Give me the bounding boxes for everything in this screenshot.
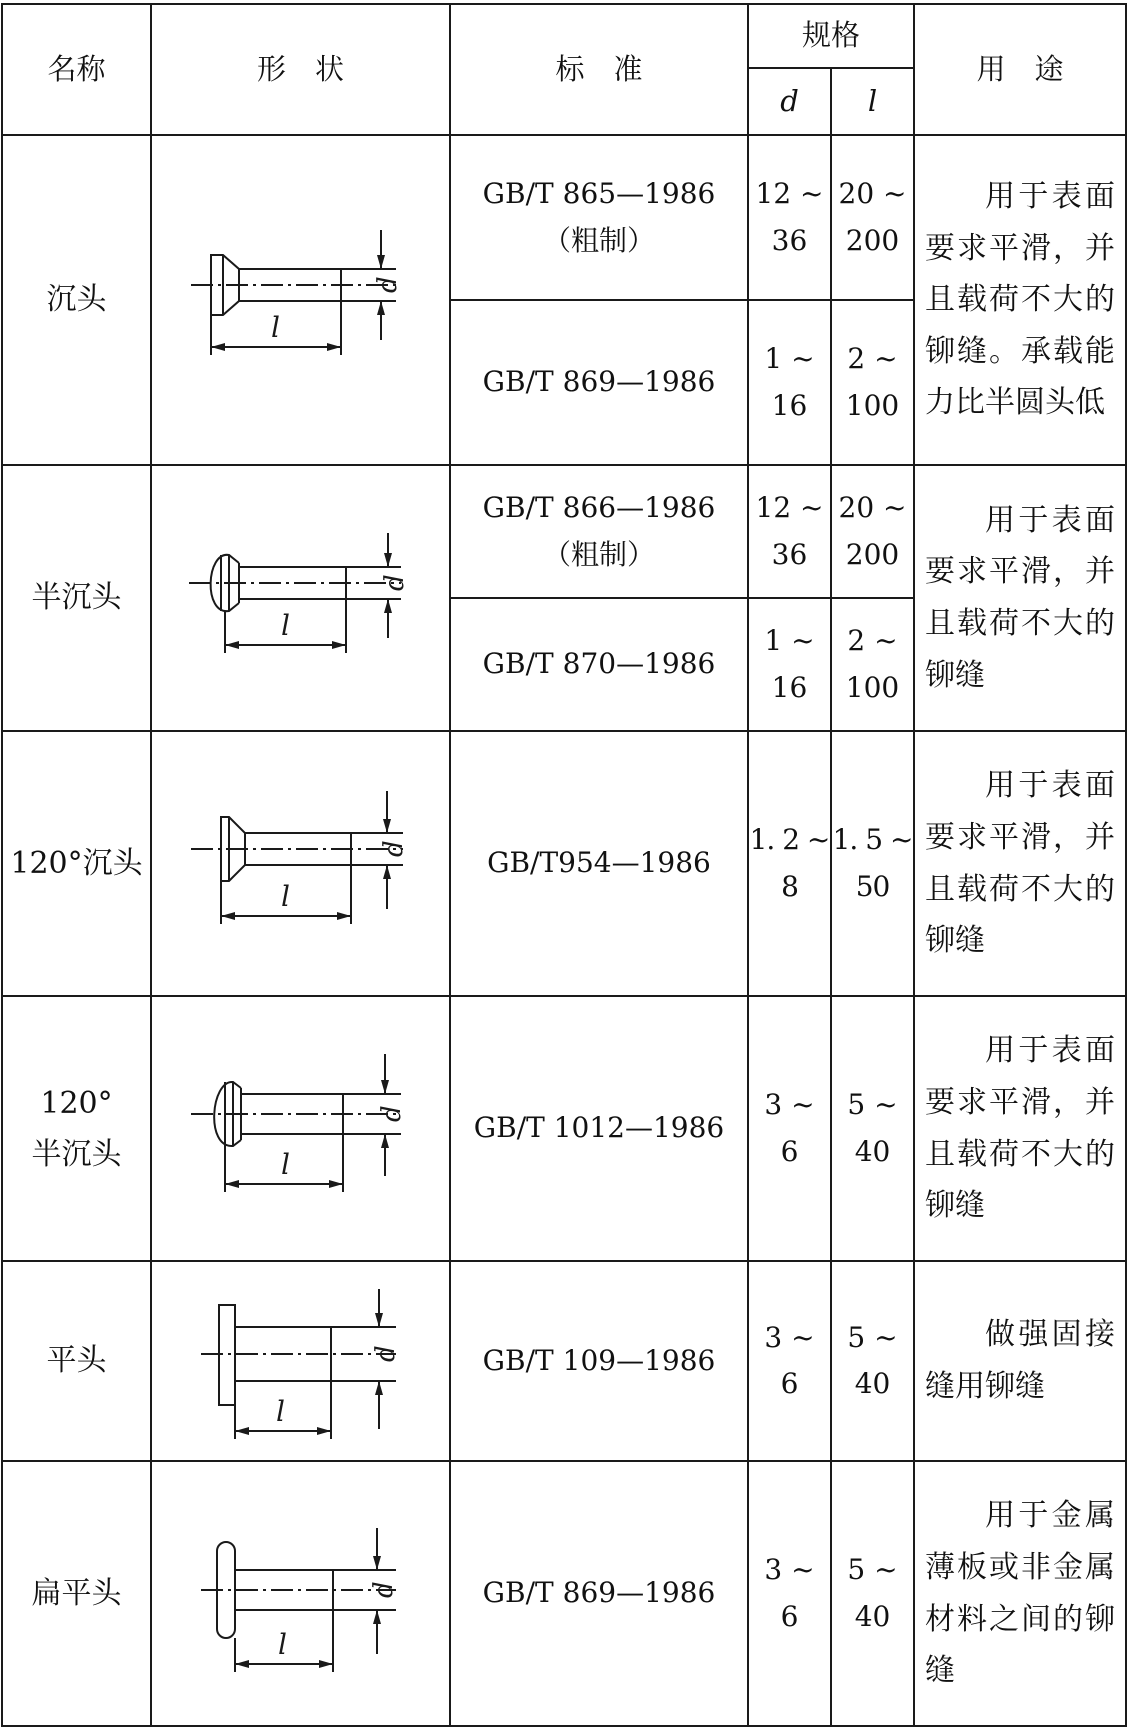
spec-l-cell: 5 ~ 40 [831,1261,914,1461]
standard-cell: GB/T 869—1986 [450,300,748,465]
use-cell: 用于金属薄板或非金属材料之间的铆缝 [914,1461,1126,1726]
svg-text:d: d [378,839,409,857]
row-name: 沉头 [2,135,151,465]
svg-text:l: l [280,609,290,642]
spec-d-cell: 3 ~ 6 [748,1261,831,1461]
svg-text:l: l [270,311,280,344]
table-row [2,996,1126,1261]
spec-d-cell: 1. 2 ~ 8 [748,731,831,996]
header-name: 名称 [2,4,151,135]
svg-text:d: d [370,1345,401,1362]
standard-cell: GB/T 869—1986 [450,1461,748,1726]
svg-text:l: l [277,1627,287,1661]
use-cell: 用于表面要求平滑，并且载荷不大的铆缝 [914,996,1126,1261]
spec-d-cell: 12 ~ 36 [748,135,831,300]
svg-text:l: l [280,879,290,913]
spec-l-cell: 5 ~ 40 [831,996,914,1261]
spec-l-cell: 2 ~ 100 [831,300,914,465]
spec-d-cell: 1 ~ 16 [748,598,831,731]
use-cell: 用于表面要求平滑，并且载荷不大的铆缝。承载能力比半圆头低 [914,135,1126,465]
svg-text:d: d [376,1104,407,1122]
table-row [2,731,1126,996]
svg-text:l: l [280,1147,290,1181]
standard-cell: GB/T954—1986 [450,731,748,996]
table-row [2,1461,1126,1726]
spec-d-cell: 12 ~ 36 [748,465,831,598]
spec-d-cell: 3 ~ 6 [748,996,831,1261]
header-standard: 标 准 [450,4,748,135]
standard-cell: GB/T 870—1986 [450,598,748,731]
flat-head-rivet-drawing-icon [151,1261,450,1461]
header-spec: 规格 [748,4,914,68]
standard-cell: GB/T 865—1986 （粗制） [450,135,748,300]
svg-text:d: d [372,276,403,293]
countersunk-rivet-drawing-icon [151,135,450,465]
row-name: 半沉头 [2,465,151,731]
row-name: 120°沉头 [2,731,151,996]
raised-countersunk-120-rivet-drawing-icon [151,996,450,1261]
spec-l-cell: 20 ~ 200 [831,135,914,300]
standard-cell: GB/T 866—1986 （粗制） [450,465,748,598]
standard-cell: GB/T 1012—1986 [450,996,748,1261]
table-row [2,465,1126,598]
spec-l-cell: 1. 5 ~ 50 [831,731,914,996]
header-use: 用 途 [914,4,1126,135]
flat-round-head-rivet-drawing-icon [151,1461,450,1726]
use-cell: 用于表面要求平滑，并且载荷不大的铆缝 [914,465,1126,731]
spec-l-cell: 20 ~ 200 [831,465,914,598]
header-d: d [748,68,831,135]
row-name: 平头 [2,1261,151,1461]
spec-d-cell: 1 ~ 16 [748,300,831,465]
raised-countersunk-rivet-drawing-icon [151,465,450,731]
table-row [2,1261,1126,1461]
svg-text:d: d [379,574,410,591]
standard-cell: GB/T 109—1986 [450,1261,748,1461]
countersunk-120-rivet-drawing-icon [151,731,450,996]
table-row [2,135,1126,300]
spec-l-cell: 5 ~ 40 [831,1461,914,1726]
header-shape: 形 状 [151,4,450,135]
row-name: 扁平头 [2,1461,151,1726]
svg-text:l: l [275,1395,285,1428]
spec-d-cell: 3 ~ 6 [748,1461,831,1726]
rivet-table [1,3,1127,1727]
use-cell: 用于表面要求平滑，并且载荷不大的铆缝 [914,731,1126,996]
header-l: l [831,68,914,135]
row-name: 120° 半沉头 [2,996,151,1261]
svg-text:d: d [368,1580,399,1598]
spec-l-cell: 2 ~ 100 [831,598,914,731]
use-cell: 做强固接缝用铆缝 [914,1261,1126,1461]
